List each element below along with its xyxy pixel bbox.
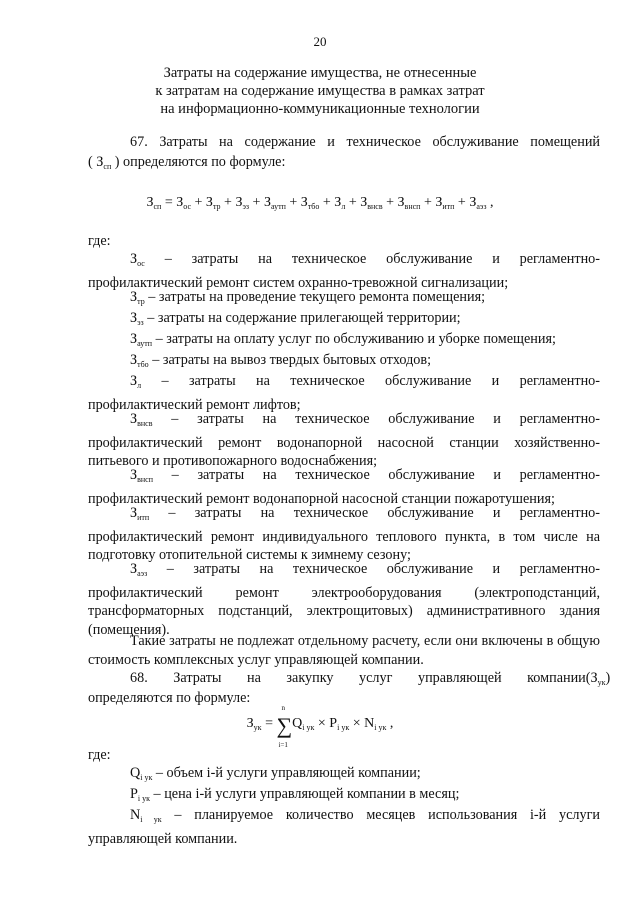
definition-text: – затраты на техническое обслуживание и регламентно- [141, 373, 600, 389]
formula-symbol: P [130, 786, 138, 802]
formula-subscript: итп [442, 202, 455, 211]
definition-text: – планируемое количество месяцев использования i-й услуги [161, 807, 600, 823]
formula-subscript: л [341, 202, 346, 211]
formula-subscript: i ук [337, 723, 350, 732]
formula-symbol: P [329, 716, 338, 731]
definition-item [88, 410, 600, 471]
formula-subscript: эз [137, 318, 144, 327]
formula-symbol: З [130, 310, 138, 326]
definition-item [88, 466, 600, 508]
definition-item [88, 806, 600, 848]
p67-line-1: 67. Затраты на содержание и техническое обслуживание помещений [130, 134, 600, 150]
formula-symbol: Q [292, 716, 303, 731]
definition-continuation: управляющей компании. [88, 830, 238, 847]
formula-subscript: внсп [404, 202, 421, 211]
definition-item [88, 250, 600, 292]
formula-subscript: ук [253, 723, 262, 732]
definition-item [88, 372, 600, 414]
formula-subscript: аутп [270, 202, 286, 211]
formula-symbol: З [130, 251, 138, 267]
definition-text: – затраты на техническое обслуживание и регламентно- [153, 467, 600, 483]
definition-text: – затраты на содержание прилегающей территории; [143, 310, 461, 326]
page-number: 20 [313, 34, 327, 49]
formula-symbol: З [205, 195, 213, 210]
formula-subscript: i ук [140, 773, 153, 782]
definition-item [88, 504, 600, 565]
formula-symbol: З [130, 561, 138, 577]
formula-symbol: N [364, 716, 375, 731]
definition-continuation: профилактический ремонт электрооборудования (электроподстанций, трансформаторных подстанций, электрощитовых) административного здания (помещения). [88, 584, 600, 638]
definition-text: – затраты на вывоз твердых бытовых отходов; [148, 352, 432, 368]
formula-subscript: ос [137, 259, 145, 268]
formula-symbol: З [130, 373, 138, 389]
definition-text: – затраты на техническое обслуживание и регламентно- [147, 561, 600, 577]
formula-subscript: внсп [137, 475, 153, 484]
formula-symbol: З [435, 195, 443, 210]
formula-symbol: З [263, 195, 271, 210]
definition-text: – затраты на проведение текущего ремонта помещения; [144, 289, 486, 305]
formula-subscript: итп [137, 513, 150, 522]
definition-continuation: профилактический ремонт индивидуального теплового пункта, в том числе на подготовку отопительной системы к зимнему сезону; [88, 528, 600, 564]
p68-line-1: 68. Затраты на закупку услуг управляющей компании $(З_{ук})$ [130, 670, 611, 687]
formula-symbol: З [469, 195, 477, 210]
formula-symbol: З [130, 352, 138, 368]
sum-upper-limit: n [281, 704, 285, 712]
formula-subscript: эз [242, 202, 250, 211]
formula-symbol: N [130, 807, 141, 823]
sum-lower-limit: i=1 [278, 741, 288, 749]
formula-subscript: i ук [302, 723, 315, 732]
formula-symbol: З [360, 195, 368, 210]
where-label-1: где: [88, 233, 111, 249]
formula-subscript: сп [153, 202, 162, 211]
formula-subscript: тбо [137, 360, 149, 369]
definition-text: – цена i-й услуги управляющей компании в месяц; [150, 786, 460, 802]
formula-symbol: З [146, 195, 154, 210]
formula-zsp: $З_{сп} = З_{ос} + З_{тр} + З_{эз} + З_{аутп} + З_{тбо} + З_л + З_{внсв} + З_{внсп} + З_{итп} + З_{аэз}$ , [146, 195, 494, 211]
formula-subscript: ос [183, 202, 192, 211]
formula-symbol: З [176, 195, 184, 210]
definition-item [88, 560, 600, 639]
times-sign: × [349, 716, 365, 731]
formula-subscript: тбо [307, 202, 320, 211]
definition-continuation: профилактический ремонт водонапорной насосной станции пожаротушения; [88, 490, 555, 507]
formula-symbol: З [130, 331, 138, 347]
formula-punct: , [486, 195, 494, 210]
definition-text: – затраты на оплату услуг по обслуживанию и уборке помещения; [152, 331, 556, 347]
section-title [0, 64, 640, 118]
formula-subscript: внсв [367, 202, 383, 211]
sum-sign: ∑ n i=1 [276, 704, 293, 749]
formula-subscript: внсв [137, 419, 153, 428]
definition-continuation: профилактический ремонт систем охранно-тревожной сигнализации; [88, 274, 509, 291]
p68-line-2: определяются по формуле: [88, 690, 251, 706]
formula-zuk: $З_{ук}$ = ∑ n i=1 $Q_{i ук} \times P_{i ук} \times N_{i ук}$ , [246, 704, 394, 749]
title-line-1: Затраты на содержание имущества, не отнесенные [163, 65, 477, 81]
formula-subscript: аутп [137, 339, 153, 348]
note-paragraph: Такие затраты не подлежат отдельному расчету, если они включены в общую стоимость комплексных услуг управляющей компании. [88, 633, 600, 668]
formula-subscript: тр [137, 297, 145, 306]
formula-symbol: З [130, 467, 138, 483]
definition-text: – затраты на техническое обслуживание и регламентно- [152, 411, 600, 427]
title-line-3: на информационно-коммуникационные технологии [160, 101, 480, 117]
formula-symbol: З [334, 195, 342, 210]
formula-subscript: i ук [137, 794, 150, 803]
formula-symbol: З [130, 505, 138, 521]
p67-line-2: ( $З_{сп}$ ) определяются по формуле: [88, 154, 286, 171]
title-line-2: к затратам на содержание имущества в рамках затрат [155, 83, 485, 99]
definition-text: – затраты на техническое обслуживание и регламентно- [144, 251, 600, 267]
formula-subscript: тр [212, 202, 221, 211]
formula-symbol: З [246, 716, 254, 731]
definition-text: – затраты на техническое обслуживание и регламентно- [149, 505, 600, 521]
formula-subscript: аэз [137, 569, 148, 578]
definition-text: – объем i-й услуги управляющей компании; [152, 765, 421, 781]
formula-subscript: i ук [374, 723, 387, 732]
where-label-2: где: [88, 747, 111, 763]
formula-symbol: З [235, 195, 243, 210]
formula-symbol: З [130, 289, 138, 305]
formula-subscript: л [137, 381, 142, 390]
times-sign: × [314, 716, 330, 731]
formula-symbol: З [130, 411, 138, 427]
formula-symbol: Q [130, 765, 141, 781]
formula-punct: , [386, 716, 394, 731]
definition-continuation: профилактический ремонт лифтов; [88, 396, 301, 413]
formula-subscript: i ук [140, 815, 162, 824]
definition-continuation: профилактический ремонт водонапорной насосной станции хозяйственно-питьевого и противопожарного водоснабжения; [88, 434, 600, 470]
formula-symbol: З [397, 195, 405, 210]
formula-subscript: аэз [476, 202, 487, 211]
formula-symbol: З [300, 195, 308, 210]
